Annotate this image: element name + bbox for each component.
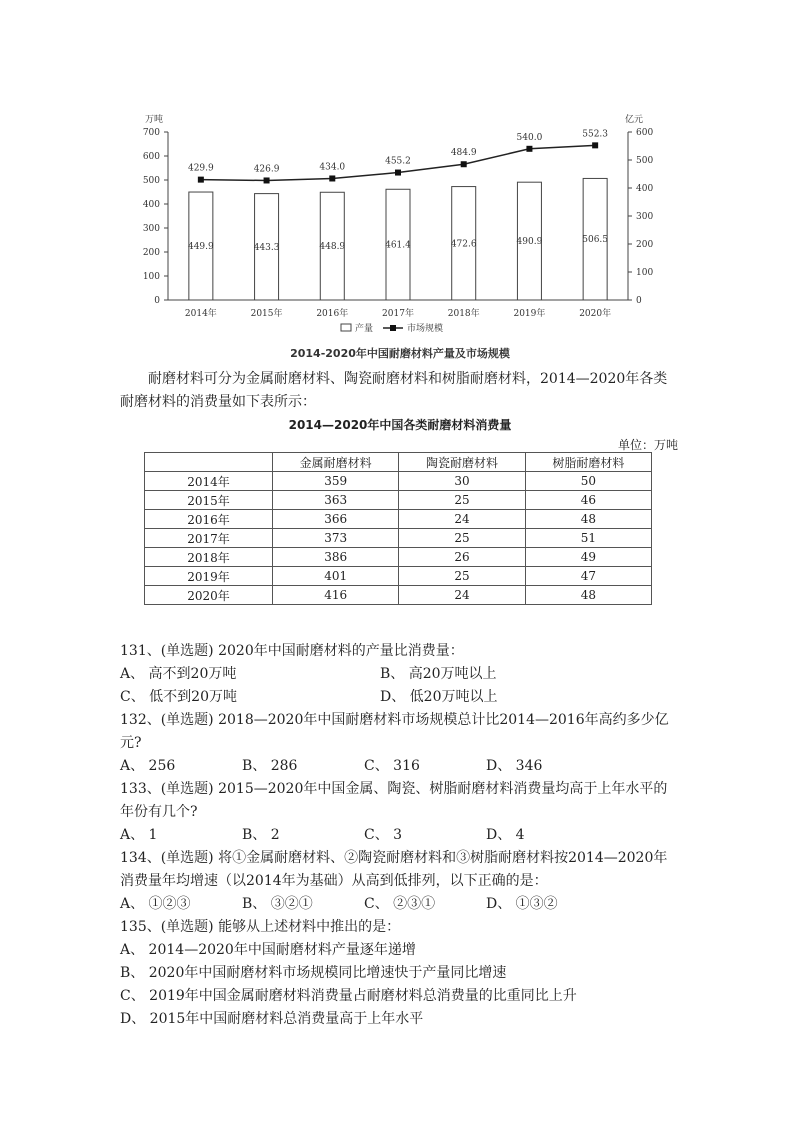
- answer-option[interactable]: C、 316: [364, 758, 420, 774]
- answer-option[interactable]: A、 1: [120, 827, 158, 843]
- option-list: [120, 755, 680, 778]
- answer-option[interactable]: C、 低不到20万吨: [120, 689, 237, 705]
- option-list: [120, 893, 680, 916]
- answer-option[interactable]: D、 4: [486, 827, 525, 843]
- question-stem: 132、(单选题) 2018—2020年中国耐磨材料市场规模总计比2014—2016年高约多少亿元?: [120, 712, 669, 751]
- left-tick-label: 200: [142, 248, 160, 258]
- right-tick-label: 600: [636, 128, 654, 138]
- x-tick-label: 2014年: [184, 309, 217, 319]
- question-block: [120, 916, 680, 1031]
- question-block: [120, 778, 680, 847]
- table-row: [145, 529, 652, 548]
- answer-option[interactable]: D、 2015年中国耐磨材料总消费量高于上年水平: [120, 1011, 424, 1027]
- question-stem: 135、(单选题) 能够从上述材料中推出的是：: [120, 919, 401, 935]
- table-cell: 51: [525, 529, 651, 548]
- header-cell: 陶瓷耐磨材料: [399, 453, 525, 472]
- answer-option[interactable]: C、 ②③①: [364, 896, 436, 912]
- market-size-point: [329, 175, 335, 181]
- right-tick-label: 200: [636, 240, 654, 250]
- production-bar-label: 443.3: [253, 242, 280, 253]
- production-bar-label: 490.9: [516, 237, 543, 248]
- production-bar-label: 461.4: [385, 240, 411, 251]
- question-list: [120, 640, 680, 1031]
- answer-option[interactable]: B、 2020年中国耐磨材料市场规模同比增速快于产量同比增速: [120, 965, 507, 981]
- production-bar-label: 448.9: [319, 242, 346, 253]
- answer-option[interactable]: D、 346: [486, 758, 543, 774]
- table-cell: 25: [399, 491, 525, 510]
- market-size-point: [198, 177, 204, 183]
- left-tick-label: 400: [142, 200, 160, 210]
- table-cell: 2017年: [145, 529, 273, 548]
- table-row: [145, 586, 652, 605]
- table-row: [145, 472, 652, 491]
- question-block: [120, 709, 680, 778]
- right-tick-label: 300: [636, 212, 654, 222]
- answer-option[interactable]: C、 3: [364, 827, 403, 843]
- market-size-label: 540.0: [516, 132, 543, 143]
- left-tick-label: 500: [142, 176, 160, 186]
- table-cell: 366: [273, 510, 399, 529]
- question-stem: 134、(单选题) 将①金属耐磨材料、②陶瓷耐磨材料和③树脂耐磨材料按2014—2020年消费量年均增速（以2014年为基础）从高到低排列，以下正确的是：: [120, 850, 668, 889]
- header-cell: 金属耐磨材料: [273, 453, 399, 472]
- table-cell: 2014年: [145, 472, 273, 491]
- table-cell: 26: [399, 548, 525, 567]
- table-header-row: [145, 453, 652, 472]
- header-cell: 树脂耐磨材料: [525, 453, 651, 472]
- table-cell: 49: [525, 548, 651, 567]
- question-stem: 131、(单选题) 2020年中国耐磨材料的产量比消费量：: [120, 643, 464, 659]
- table-cell: 373: [273, 529, 399, 548]
- market-size-label: 484.9: [450, 148, 477, 159]
- table-row: [145, 567, 652, 586]
- left-tick-label: 100: [142, 272, 160, 282]
- legend-line-text: 市场规模: [407, 324, 444, 334]
- x-tick-label: 2015年: [250, 309, 283, 319]
- answer-option[interactable]: D、 低20万吨以上: [380, 689, 498, 705]
- answer-option[interactable]: A、 256: [120, 758, 176, 774]
- table-cell: 401: [273, 567, 399, 586]
- market-size-point: [264, 177, 270, 183]
- answer-option[interactable]: C、 2019年中国金属耐磨材料消费量占耐磨材料总消费量的比重同比上升: [120, 988, 577, 1004]
- x-tick-label: 2020年: [579, 309, 612, 319]
- left-tick-label: 0: [154, 296, 160, 306]
- answer-option[interactable]: B、 高20万吨以上: [380, 666, 497, 682]
- answer-option[interactable]: A、 2014—2020年中国耐磨材料产量逐年递增: [120, 942, 416, 958]
- question-block: [120, 640, 680, 709]
- table-row: [145, 491, 652, 510]
- table-cell: 359: [273, 472, 399, 491]
- answer-option[interactable]: B、 286: [242, 758, 298, 774]
- left-axis-label: 万吨: [145, 115, 164, 125]
- table-cell: 48: [525, 510, 651, 529]
- option-list: [120, 824, 680, 847]
- table-cell: 363: [273, 491, 399, 510]
- market-size-point: [461, 161, 467, 167]
- right-tick-label: 500: [636, 156, 654, 166]
- market-size-label: 434.0: [319, 162, 346, 173]
- table-cell: 25: [399, 529, 525, 548]
- table-cell: 30: [399, 472, 525, 491]
- production-bar-label: 449.9: [187, 242, 214, 253]
- production-market-chart: [0, 0, 800, 345]
- legend-bar-swatch: [341, 324, 351, 331]
- x-tick-label: 2019年: [513, 309, 546, 319]
- right-tick-label: 100: [636, 268, 654, 278]
- answer-option[interactable]: B、 2: [242, 827, 280, 843]
- table-cell: 25: [399, 567, 525, 586]
- option-list: [120, 663, 680, 709]
- table-cell: 2018年: [145, 548, 273, 567]
- market-size-label: 455.2: [385, 156, 411, 167]
- market-size-point: [592, 142, 598, 148]
- option-list: [120, 939, 680, 1031]
- legend-bar-text: 产量: [355, 324, 374, 334]
- intro-paragraph: 耐磨材料可分为金属耐磨材料、陶瓷耐磨材料和树脂耐磨材料，2014—2020年各类耐磨材料的消费量如下表所示：: [120, 371, 668, 410]
- legend-line-marker: [390, 325, 396, 331]
- market-size-point: [395, 170, 401, 176]
- table-cell: 48: [525, 586, 651, 605]
- question-block: [120, 847, 680, 916]
- right-tick-label: 0: [636, 296, 642, 306]
- table-title: 2014—2020年中国各类耐磨材料消费量: [288, 418, 512, 432]
- production-bar-label: 472.6: [450, 239, 477, 250]
- table-cell: 2020年: [145, 586, 273, 605]
- x-tick-label: 2017年: [382, 309, 414, 319]
- table-cell: 46: [525, 491, 651, 510]
- left-tick-label: 600: [142, 152, 160, 162]
- question-stem: 133、(单选题) 2015—2020年中国金属、陶瓷、树脂耐磨材料消费量均高于上年水平的年份有几个?: [120, 781, 668, 820]
- table-unit: 单位：万吨: [617, 438, 678, 452]
- left-tick-label: 300: [142, 224, 160, 234]
- table-cell: 2016年: [145, 510, 273, 529]
- consumption-table: [144, 452, 652, 605]
- answer-option[interactable]: A、 ①②③: [120, 896, 191, 912]
- table-cell: 2019年: [145, 567, 273, 586]
- table-cell: 386: [273, 548, 399, 567]
- left-tick-label: 700: [142, 128, 160, 138]
- x-tick-label: 2016年: [316, 309, 349, 319]
- table-cell: 24: [399, 586, 525, 605]
- answer-option[interactable]: B、 ③②①: [242, 896, 313, 912]
- table-cell: 24: [399, 510, 525, 529]
- production-bar-label: 506.5: [582, 235, 609, 246]
- market-size-label: 426.9: [253, 164, 280, 175]
- table-row: [145, 510, 652, 529]
- market-size-label: 429.9: [187, 163, 214, 174]
- market-size-point: [526, 146, 532, 152]
- table-cell: 47: [525, 567, 651, 586]
- x-tick-label: 2018年: [447, 309, 480, 319]
- right-tick-label: 400: [636, 184, 654, 194]
- table-cell: 416: [273, 586, 399, 605]
- table-cell: 50: [525, 472, 651, 491]
- table-row: [145, 548, 652, 567]
- header-cell: [145, 453, 273, 472]
- right-axis-label: 亿元: [625, 115, 644, 125]
- table-cell: 2015年: [145, 491, 273, 510]
- answer-option[interactable]: A、 高不到20万吨: [120, 666, 237, 682]
- chart-title: 2014-2020年中国耐磨材料产量及市场规模: [290, 347, 510, 360]
- answer-option[interactable]: D、 ①③②: [486, 896, 558, 912]
- market-size-label: 552.3: [582, 129, 609, 140]
